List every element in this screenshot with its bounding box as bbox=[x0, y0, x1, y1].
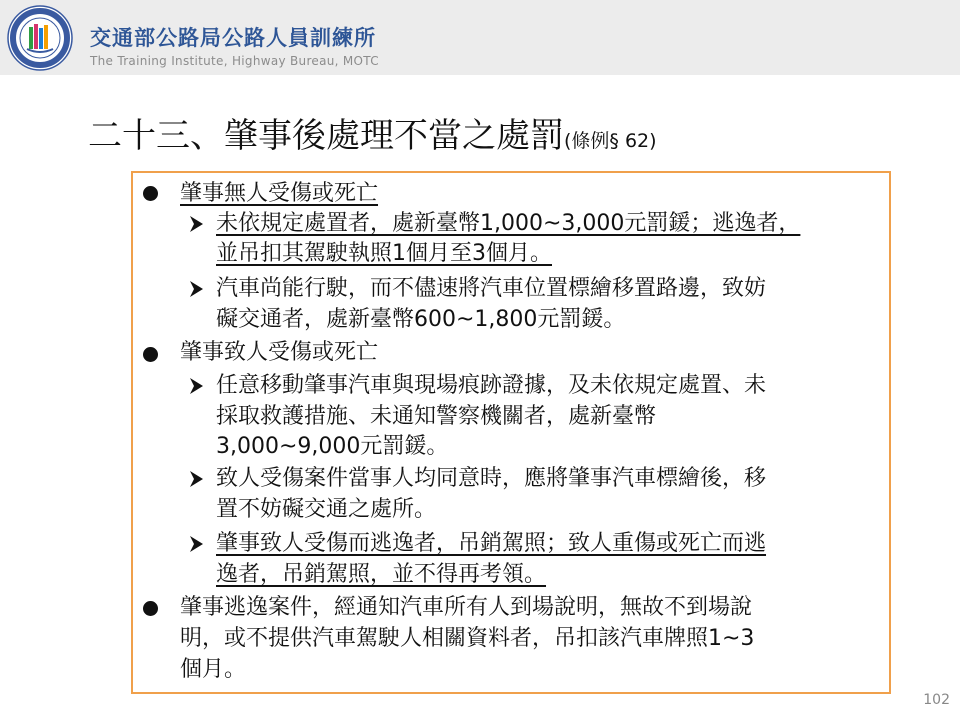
sub-2-line-1: 汽車尚能行駛，而不儘速將汽車位置標繪移置路邊，致妨 bbox=[216, 276, 767, 301]
bullet-3-line-2: 明，或不提供汽車駕駛人相關資料者，吊扣該汽車牌照1~3 bbox=[180, 626, 755, 651]
bullet-dot-icon bbox=[143, 347, 158, 362]
bullet-3-line-3: 個月。 bbox=[180, 657, 247, 682]
slide-title bbox=[88, 108, 657, 157]
bullet-dot-icon bbox=[143, 601, 158, 616]
sub-1-line-2: 並吊扣其駕駛執照1個月至3個月。 bbox=[216, 241, 552, 266]
bullet-3-line-1: 肇事逃逸案件，經通知汽車所有人到場說明，無故不到場說 bbox=[180, 595, 753, 620]
content-box bbox=[131, 171, 891, 694]
sub-4-line-1: 致人受傷案件當事人均同意時，應將肇事汽車標繪後，移 bbox=[216, 466, 767, 491]
page-number: 102 bbox=[923, 692, 950, 708]
arrow-bullet-icon bbox=[189, 535, 204, 553]
sub-5-line-1: 肇事致人受傷而逃逸者，吊銷駕照；致人重傷或死亡而逃 bbox=[216, 531, 767, 556]
arrow-bullet-icon bbox=[189, 215, 204, 233]
sub-2-line-2: 礙交通者，處新臺幣600~1,800元罰鍰。 bbox=[216, 307, 626, 332]
arrow-bullet-icon bbox=[189, 377, 204, 395]
arrow-bullet-icon bbox=[189, 280, 204, 298]
bullet-1-text: 肇事無人受傷或死亡 bbox=[180, 181, 379, 206]
sub-3-line-2: 採取救護措施、未通知警察機關者，處新臺幣 bbox=[216, 404, 657, 429]
org-name: 交通部公路局公路人員訓練所 bbox=[90, 26, 376, 50]
sub-1-line-1: 未依規定處置者，處新臺幣1,000~3,000元罰鍰；逃逸者， bbox=[216, 211, 801, 236]
slide-title-suffix: (條例§ 62) bbox=[564, 130, 657, 152]
sub-3-line-3: 3,000~9,000元罰鍰。 bbox=[216, 434, 449, 459]
sub-3-line-1: 任意移動肇事汽車與現場痕跡證據，及未依規定處置、未 bbox=[216, 373, 767, 398]
org-logo-icon bbox=[7, 5, 73, 71]
sub-5-line-2: 逸者，吊銷駕照，並不得再考領。 bbox=[216, 562, 547, 587]
org-subtitle: The Training Institute, Highway Bureau, MOTC bbox=[90, 54, 379, 68]
bullet-2-text: 肇事致人受傷或死亡 bbox=[180, 340, 379, 365]
arrow-bullet-icon bbox=[189, 470, 204, 488]
slide-title-main: 二十三、肇事後處理不當之處罰 bbox=[88, 116, 564, 156]
sub-4-line-2: 置不妨礙交通之處所。 bbox=[216, 497, 437, 522]
bullet-dot-icon bbox=[143, 186, 158, 201]
